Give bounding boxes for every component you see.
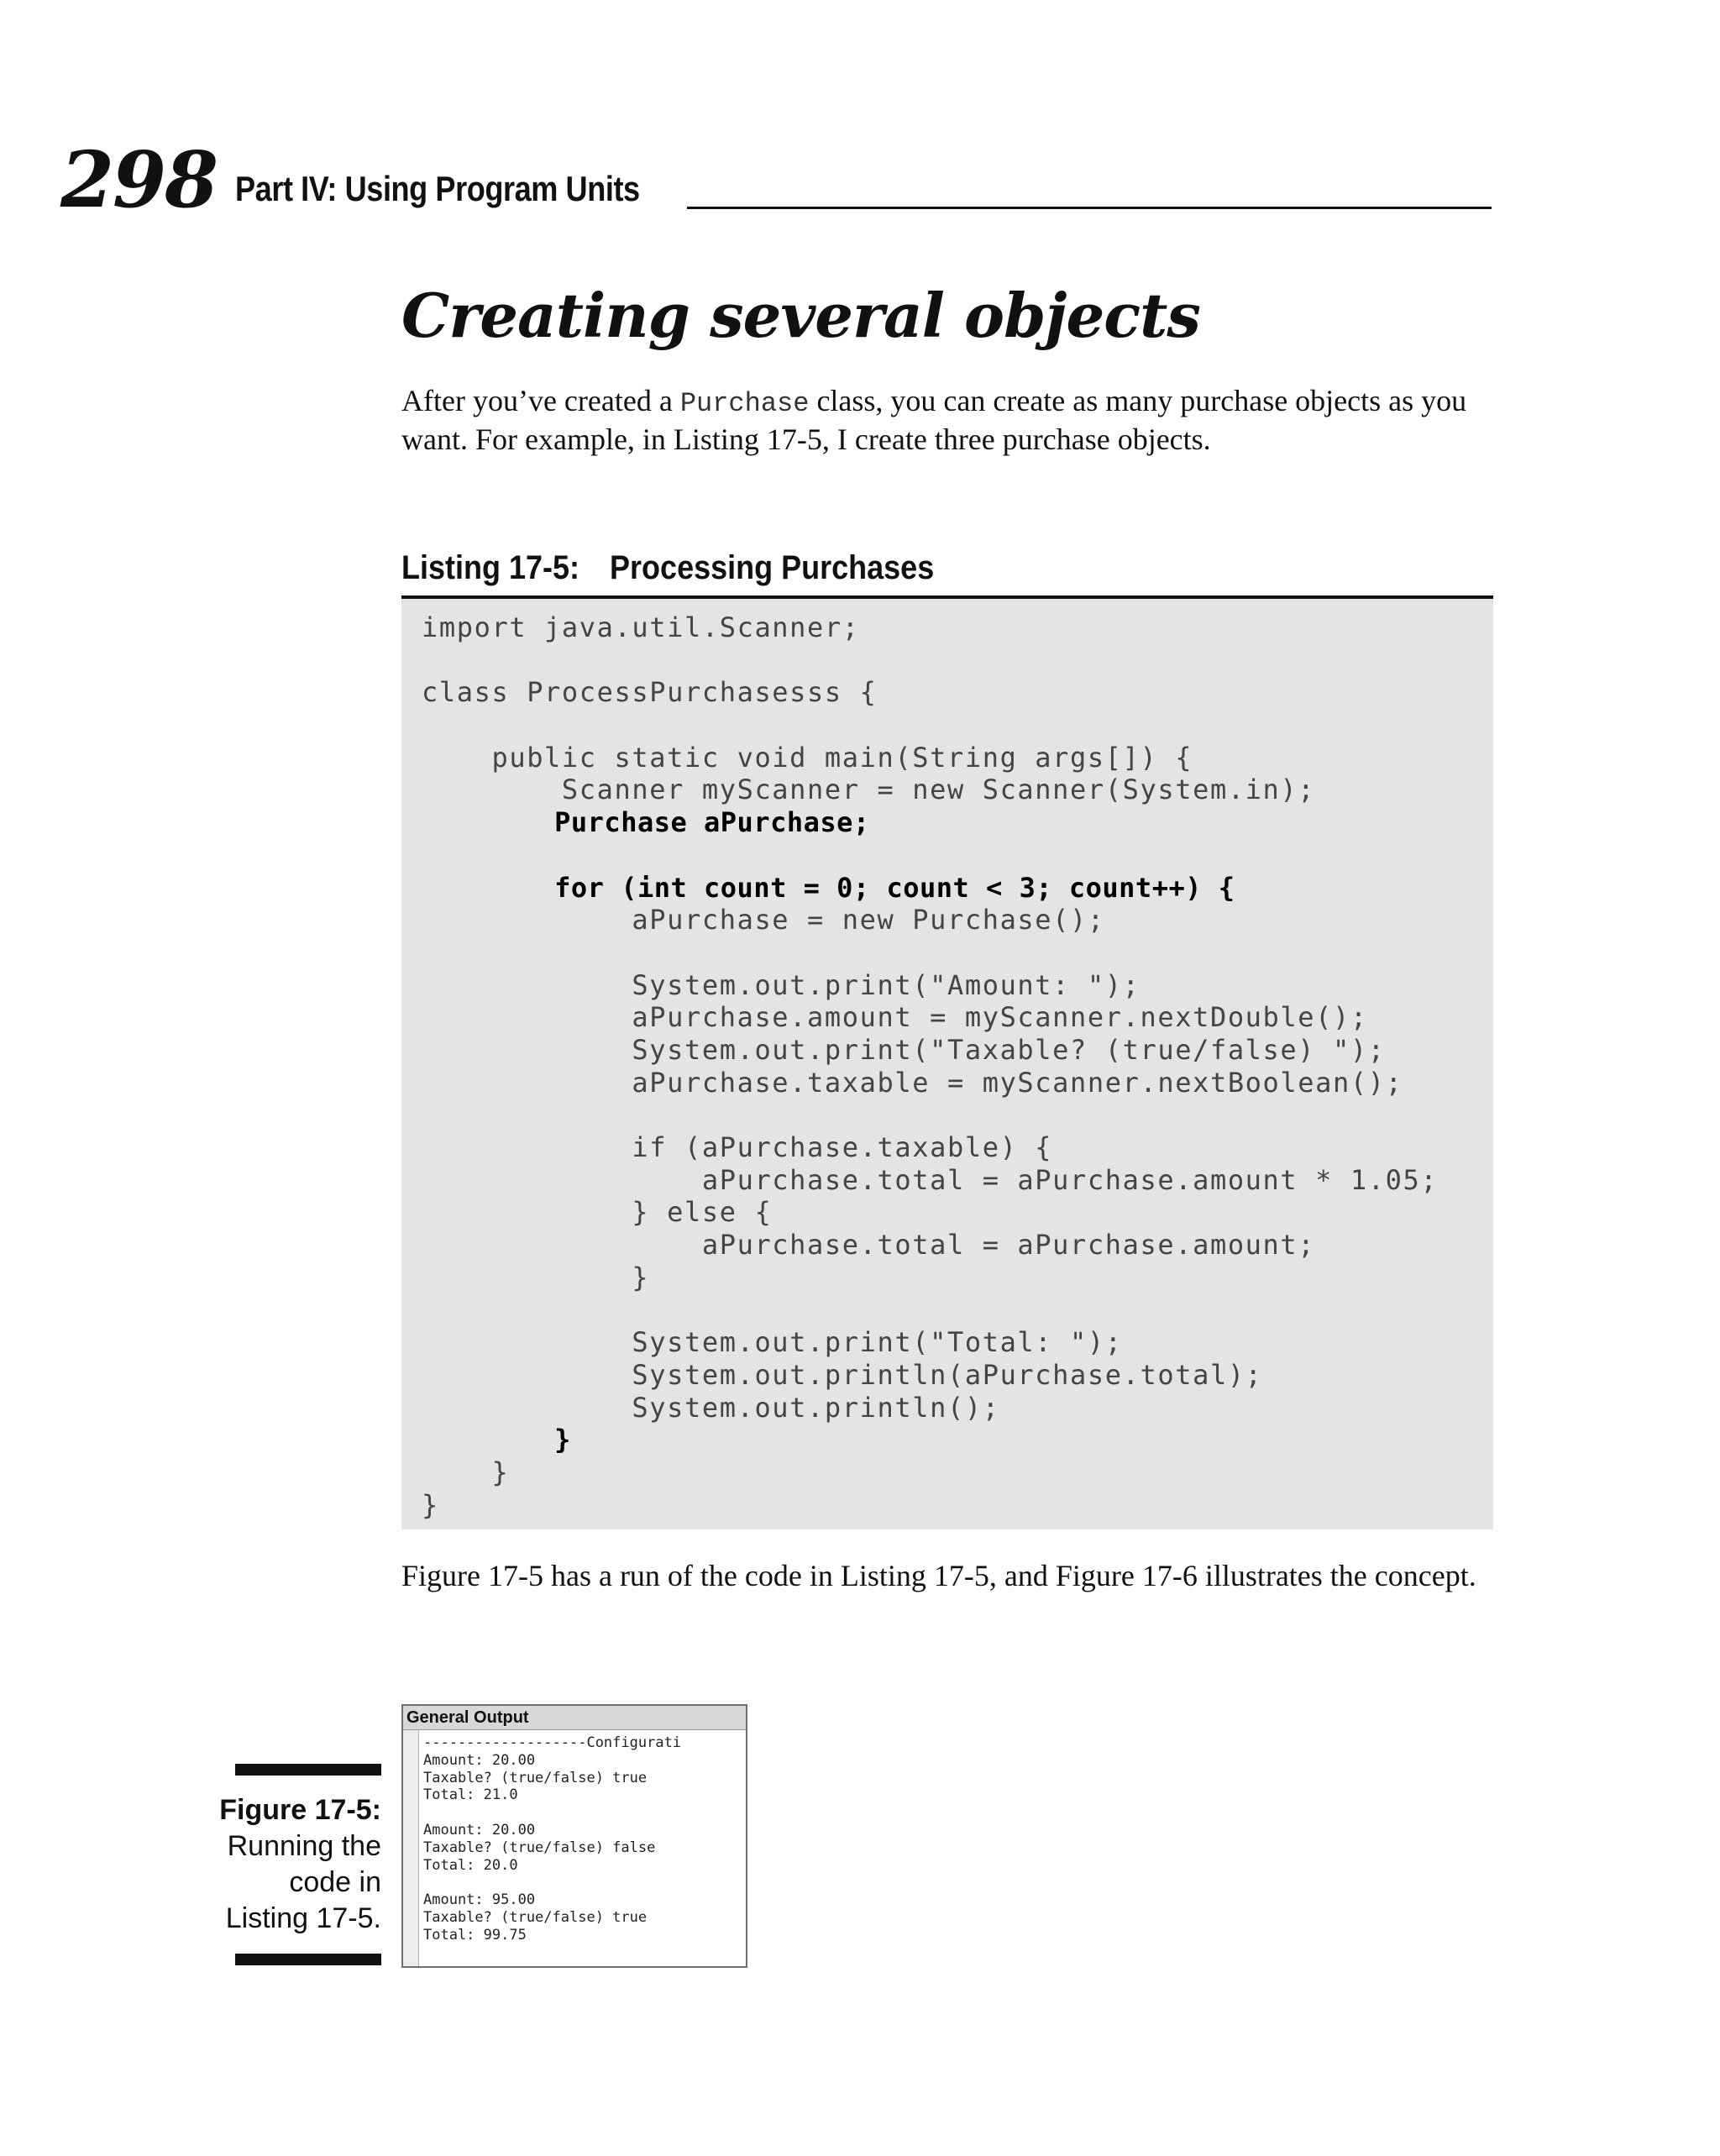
output-line: Taxable? (true/false) true <box>423 1908 648 1926</box>
code-line: if (aPurchase.taxable) { <box>422 1131 1053 1163</box>
output-line: Total: 20.0 <box>423 1856 518 1874</box>
code-line: aPurchase.total = aPurchase.amount; <box>422 1229 1316 1262</box>
figure-caption-rule-top <box>235 1764 381 1776</box>
code-line: } <box>422 1424 571 1456</box>
output-line: Total: 21.0 <box>423 1786 518 1804</box>
code-line: } <box>422 1261 650 1293</box>
code-line: } <box>422 1456 510 1488</box>
code-line: System.out.println(); <box>422 1391 1000 1424</box>
general-output-window <box>401 1704 747 1968</box>
output-line: Amount: 95.00 <box>423 1891 536 1909</box>
listing-heading <box>401 551 934 585</box>
inline-code-purchase: Purchase <box>679 388 810 419</box>
output-line: Amount: 20.00 <box>423 1751 536 1769</box>
code-line <box>422 1293 1438 1326</box>
code-line: System.out.println(aPurchase.total); <box>422 1358 1263 1391</box>
code-line: aPurchase = new Purchase(); <box>422 904 1105 936</box>
output-line <box>423 1874 681 1891</box>
code-line <box>422 936 1438 969</box>
intro-text-start: After you’ve created a <box>401 384 680 417</box>
code-line: System.out.print("Amount: "); <box>422 968 1141 1001</box>
code-line: aPurchase.taxable = myScanner.nextBoolean(); <box>422 1066 1403 1099</box>
figure-caption-rule-bottom <box>235 1954 381 1965</box>
output-gutter <box>403 1730 419 1966</box>
header-rule <box>687 207 1492 209</box>
code-line: } <box>422 1488 439 1521</box>
output-lines <box>423 1734 681 1944</box>
figure-label: Figure 17-5: <box>219 1794 381 1826</box>
code-line <box>422 709 1438 742</box>
code-line: Scanner myScanner = new Scanner(System.in); <box>422 774 1316 806</box>
code-line: System.out.print("Total: "); <box>422 1326 1123 1359</box>
section-title: Creating several objects <box>401 280 1200 351</box>
code-line: for (int count = 0; count < 3; count++) { <box>422 871 1235 904</box>
output-line: Taxable? (true/false) true <box>423 1769 648 1786</box>
caption-line: code in <box>289 1866 381 1898</box>
listing-number: Listing 17-5: <box>401 549 580 586</box>
caption-line: Running the <box>227 1830 381 1862</box>
code-listing <box>401 599 1493 1529</box>
listing-title: Processing Purchases <box>610 549 935 586</box>
running-head: Part IV: Using Program Units <box>235 169 640 208</box>
output-window-title: General Output <box>403 1706 746 1730</box>
code-lines <box>422 611 1438 1521</box>
intro-text-end: class, you can create as many purchase objects as you want. For example, in Listing 17-5, I create three purchase objects. <box>401 384 1467 456</box>
code-line: } else { <box>422 1196 773 1229</box>
page-number: 298 <box>60 134 218 225</box>
code-line <box>422 644 1438 677</box>
output-line <box>423 1804 681 1822</box>
code-line: class ProcessPurchasesss { <box>422 676 878 709</box>
code-line <box>422 1099 1438 1131</box>
code-line <box>422 839 1438 872</box>
code-line: public static void main(String args[]) { <box>422 741 1193 774</box>
caption-line: Listing 17-5. <box>225 1902 381 1934</box>
output-line: Total: 99.75 <box>423 1926 527 1944</box>
output-line: -------------------Configurati <box>423 1734 682 1751</box>
code-line: aPurchase.amount = myScanner.nextDouble(); <box>422 1001 1368 1034</box>
code-line: Purchase aPurchase; <box>422 806 870 839</box>
output-line: Taxable? (true/false) false <box>423 1839 656 1856</box>
after-listing-paragraph: Figure 17-5 has a run of the code in Listing 17-5, and Figure 17-6 illustrates the concept. <box>401 1559 1476 1592</box>
figure-caption <box>210 1792 381 1937</box>
code-line: aPurchase.total = aPurchase.amount * 1.05; <box>422 1163 1439 1196</box>
code-line: System.out.print("Taxable? (true/false) "); <box>422 1033 1386 1066</box>
intro-paragraph <box>401 383 1493 458</box>
code-line: import java.util.Scanner; <box>422 611 860 643</box>
output-line: Amount: 20.00 <box>423 1821 536 1839</box>
